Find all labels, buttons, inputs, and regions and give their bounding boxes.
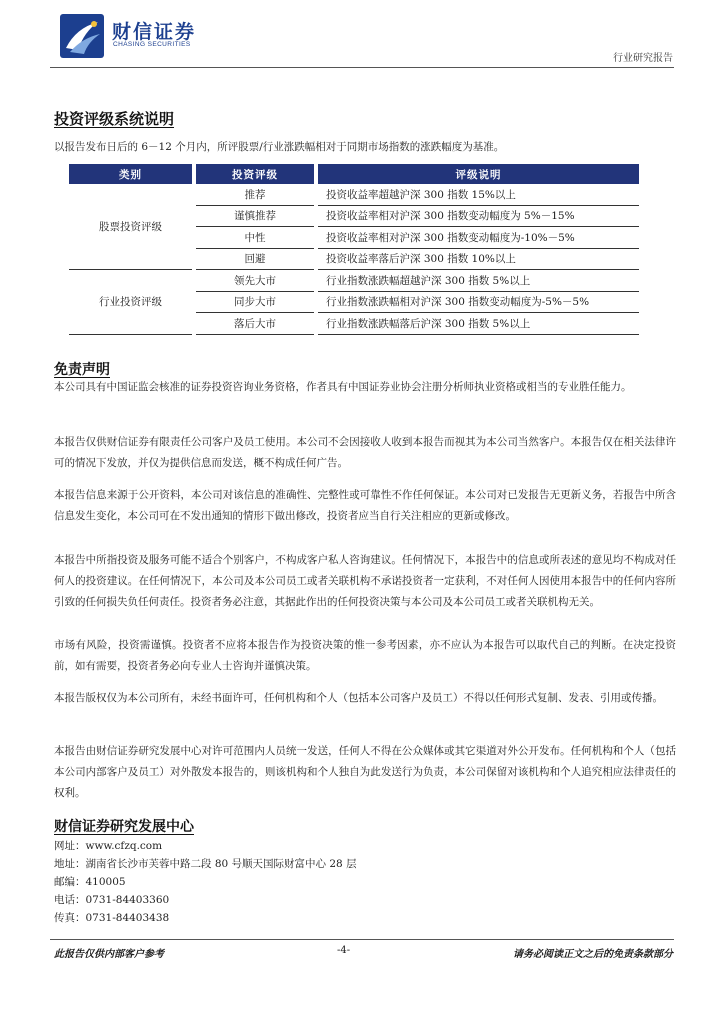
- contact-address: 地址：湖南省长沙市芙蓉中路二段 80 号顺天国际财富中心 28 层: [54, 858, 357, 870]
- column-header-description: 评级说明: [318, 164, 639, 184]
- header-divider: [50, 67, 674, 68]
- rating-table: [69, 164, 639, 335]
- rating-description: 投资收益率相对沪深 300 指数变动幅度为 5%－15%: [318, 205, 639, 227]
- contact-postcode: 邮编：410005: [54, 876, 126, 888]
- report-type: 行业研究报告: [613, 53, 673, 64]
- column-header-rating: 投资评级: [196, 164, 314, 184]
- company-logo-icon: [60, 14, 104, 58]
- brand-name-en: CHASING SECURITIES: [113, 41, 191, 48]
- rating-label: 同步大市: [196, 291, 314, 313]
- footer-disclaimer-note: 请务必阅读正文之后的免责条款部分: [513, 949, 673, 960]
- disclaimer-paragraph: 本报告仅供财信证券有限责任公司客户及员工使用。本公司不会因接收人收到本报告而视其为本公司当然客户。本报告仅在相关法律许可的情况下发放，并仅为提供信息而发送，概不构成任何广告。: [54, 436, 676, 469]
- rating-label: 领先大市: [196, 270, 314, 292]
- disclaimer-title: 免责声明: [54, 362, 110, 378]
- rating-label: 落后大市: [196, 313, 314, 335]
- research-center-title: 财信证券研究发展中心: [54, 819, 194, 835]
- page-number: -4-: [337, 945, 351, 956]
- rating-description: 投资收益率相对沪深 300 指数变动幅度为-10%－5%: [318, 227, 639, 249]
- contact-website: 网址：www.cfzq.com: [54, 840, 163, 852]
- disclaimer-paragraph: 本报告由财信证券研究发展中心对许可范围内人员统一发送，任何人不得在公众媒体或其它渠道对外公开发布。任何机构和个人（包括本公司内部客户及员工）对外散发本报告的，则该机构和个人独自为此发送行为负责，本公司保留对该机构和个人追究相应法律责任的权利。: [54, 745, 676, 799]
- rating-label: 回避: [196, 248, 314, 270]
- rating-description: 行业指数涨跌幅超越沪深 300 指数 5%以上: [318, 270, 639, 292]
- brand-name-cn: 财信证券: [112, 21, 197, 43]
- rating-table-header: [69, 164, 639, 184]
- rating-description: 行业指数涨跌幅落后沪深 300 指数 5%以上: [318, 313, 639, 335]
- table-row: [69, 270, 639, 292]
- footer-note: 此报告仅供内部客户参考: [54, 949, 164, 960]
- category-stock: 股票投资评级: [69, 184, 192, 270]
- rating-description: 行业指数涨跌幅相对沪深 300 指数变动幅度为-5%－5%: [318, 291, 639, 313]
- disclaimer-paragraph: 本报告中所指投资及服务可能不适合个别客户，不构成客户私人咨询建议。任何情况下，本报告中的信息或所表述的意见均不构成对任何人的投资建议。在任何情况下，本公司及本公司员工或者关联机构不承诺投资者一定获利，不对任何人因使用本报告中的任何内容所引致的任何损失负任何责任。投资者务必注意，其据此作出的任何投资决策与本公司及本公司员工或者关联机构无关。: [54, 554, 676, 608]
- rating-section-title: 投资评级系统说明: [54, 110, 175, 128]
- rating-label: 谨慎推荐: [196, 205, 314, 227]
- rating-label: 推荐: [196, 184, 314, 205]
- table-row: [69, 184, 639, 205]
- contact-phone: 电话：0731-84403360: [54, 894, 170, 906]
- contact-fax: 传真：0731-84403438: [54, 912, 170, 924]
- disclaimer-paragraph: 本报告版权仅为本公司所有，未经书面许可，任何机构和个人（包括本公司客户及员工）不得以任何形式复制、发表、引用或传播。: [54, 692, 663, 704]
- rating-intro: 以报告发布日后的 6－12 个月内，所评股票/行业涨跌幅相对于同期市场指数的涨跌幅度为基准。: [54, 141, 505, 153]
- rating-description: 投资收益率超越沪深 300 指数 15%以上: [318, 184, 639, 205]
- disclaimer-paragraph: 市场有风险，投资需谨慎。投资者不应将本报告作为投资决策的惟一参考因素，亦不应认为本报告可以取代自己的判断。在决定投资前，如有需要，投资者务必向专业人士咨询并谨慎决策。: [54, 639, 676, 672]
- category-industry: 行业投资评级: [69, 270, 192, 335]
- rating-label: 中性: [196, 227, 314, 249]
- rating-description: 投资收益率落后沪深 300 指数 10%以上: [318, 248, 639, 270]
- footer-divider: [50, 939, 674, 940]
- disclaimer-paragraph: 本报告信息来源于公开资料，本公司对该信息的准确性、完整性或可靠性不作任何保证。本公司对已发报告无更新义务，若报告中所含信息发生变化，本公司可在不发出通知的情形下做出修改，投资者应当自行关注相应的更新或修改。: [54, 489, 676, 522]
- column-header-category: 类别: [69, 164, 192, 184]
- disclaimer-paragraph: 本公司具有中国证监会核准的证券投资咨询业务资格，作者具有中国证券业协会注册分析师执业资格或相当的专业胜任能力。: [54, 381, 632, 393]
